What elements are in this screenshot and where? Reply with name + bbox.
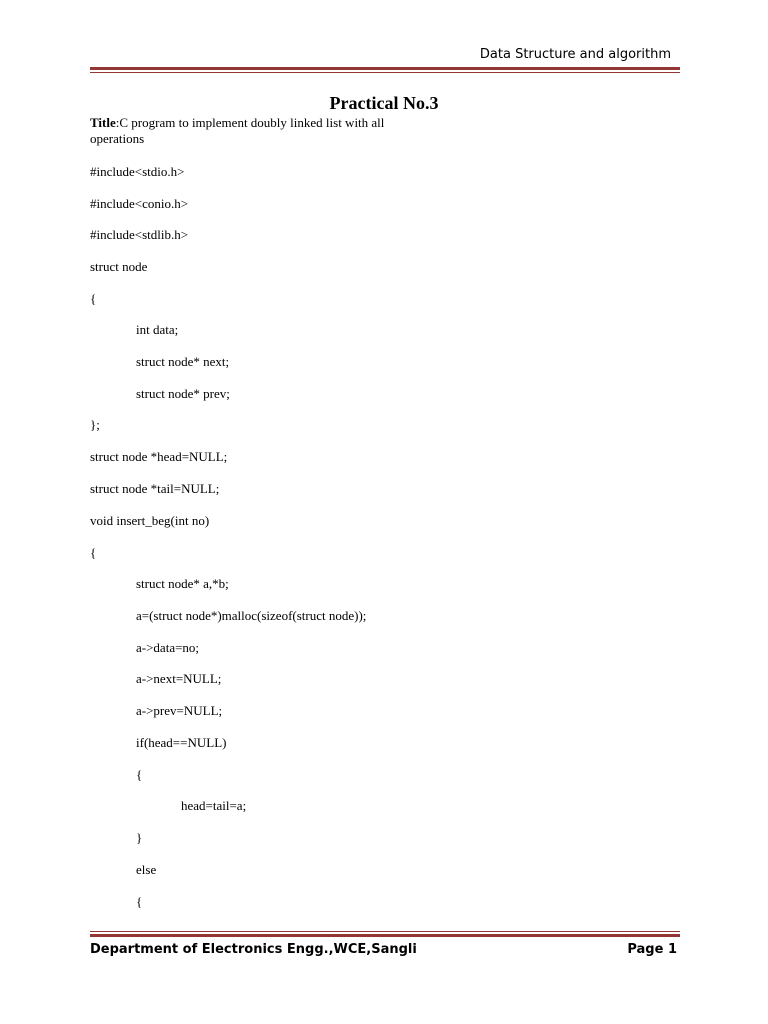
code-line: struct node — [90, 259, 148, 274]
code-line: a->next=NULL; — [136, 671, 222, 686]
code-line: }; — [90, 417, 100, 432]
code-line: else — [136, 862, 157, 877]
footer-department: Department of Electronics Engg.,WCE,Sangli — [90, 942, 417, 957]
footer-rule-thick — [90, 934, 680, 937]
code-line: struct node *tail=NULL; — [90, 481, 220, 496]
code-line: { — [90, 291, 97, 306]
code-line: struct node *head=NULL; — [90, 449, 228, 464]
code-line: a->data=no; — [136, 640, 200, 655]
code-line: a->prev=NULL; — [136, 703, 223, 718]
header-rule-thin — [90, 72, 680, 73]
code-line: a=(struct node*)malloc(sizeof(struct node)); — [136, 608, 367, 623]
code-line: head=tail=a; — [181, 798, 247, 813]
code-line: #include<stdlib.h> — [90, 227, 189, 242]
title-text: :C program to implement doubly linked list with all operations — [90, 115, 385, 146]
code-line: { — [90, 545, 97, 560]
code-line: { — [136, 894, 143, 909]
code-line: if(head==NULL) — [136, 735, 227, 750]
title-label: Title — [90, 115, 116, 130]
code-line: int data; — [136, 322, 179, 337]
running-header: Data Structure and algorithm — [479, 47, 671, 62]
code-line: } — [136, 830, 143, 845]
code-line: struct node* a,*b; — [136, 576, 229, 591]
code-line: struct node* next; — [136, 354, 230, 369]
code-line: #include<stdio.h> — [90, 164, 185, 179]
code-line: struct node* prev; — [136, 386, 230, 401]
footer-rule-thin — [90, 931, 680, 932]
title-paragraph — [90, 115, 410, 147]
page-number: Page 1 — [627, 942, 677, 957]
code-line: void insert_beg(int no) — [90, 513, 210, 528]
header-rule-thick — [90, 67, 680, 70]
code-line: { — [136, 767, 143, 782]
code-line: #include<conio.h> — [90, 196, 189, 211]
page-title: Practical No.3 — [329, 93, 439, 113]
